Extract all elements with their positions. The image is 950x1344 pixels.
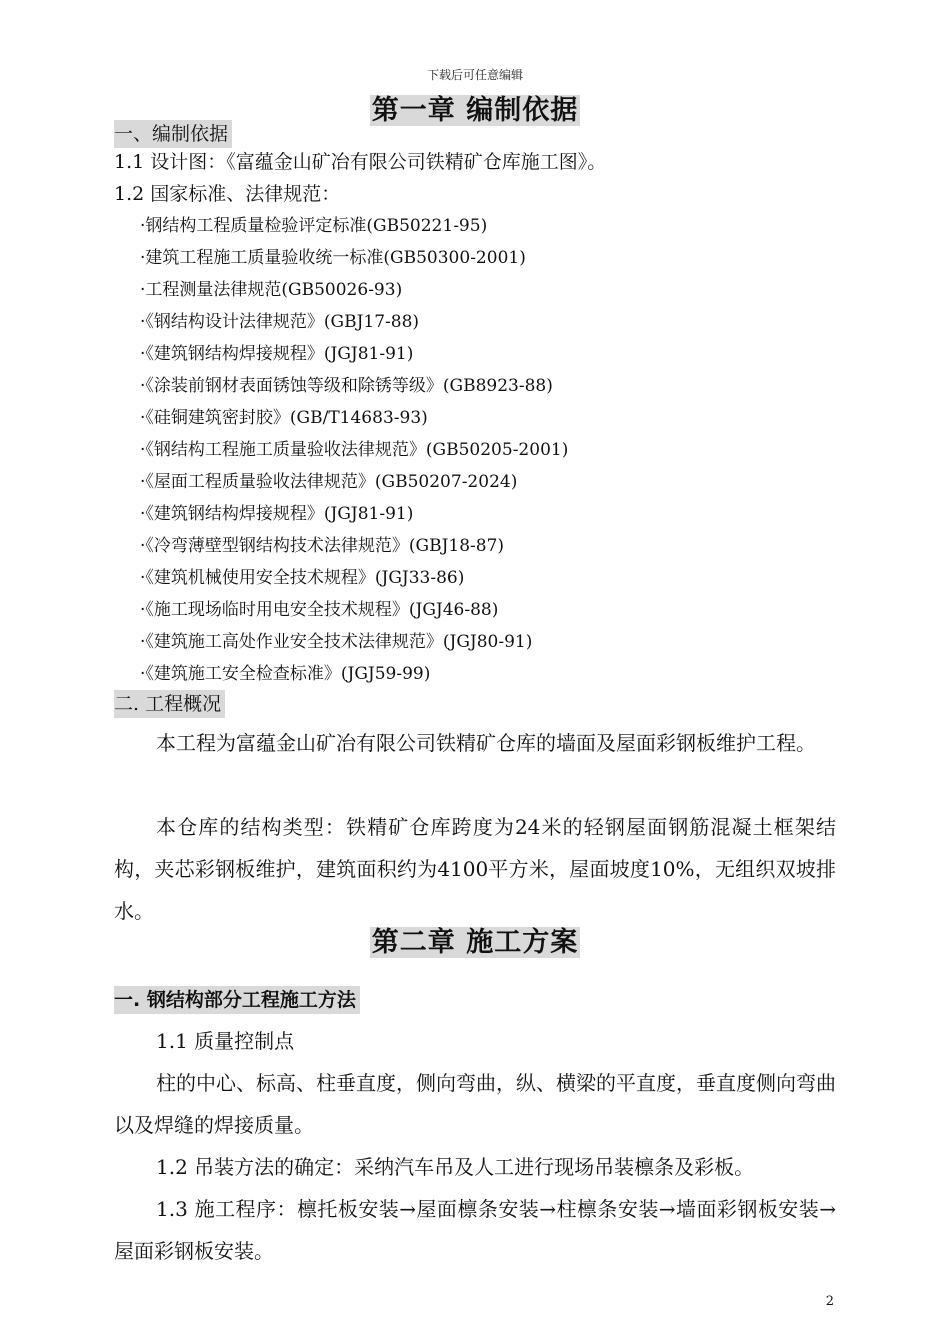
item-1-1: 1.1 设计图：《富蕴金山矿冶有限公司铁精矿仓库施工图》。 (114, 151, 607, 173)
quality-control-body: 柱的中心、标高、柱垂直度，侧向弯曲，纵、横梁的平直度，垂直度侧向弯曲以及焊缝的焊接质量。 (114, 1071, 836, 1137)
overview-paragraph-2: 本仓库的结构类型：铁精矿仓库跨度为24米的轻钢屋面钢筋混凝土框架结构，夹芯彩钢板维护，建筑面积约为4100平方米，屋面坡度10%，无组织双坡排水。 (114, 815, 836, 923)
reference-item: ·《硅铜建筑密封胶》(GB/T14683-93) (140, 408, 428, 428)
section-basis-heading: 一、编制依据 (114, 120, 232, 148)
reference-item: ·《钢结构工程施工质量验收法律规范》(GB50205-2001) (140, 440, 569, 460)
item-1-2: 1.2 国家标准、法律规范： (114, 183, 341, 205)
quality-control-heading: 1.1 质量控制点 (156, 1029, 295, 1053)
reference-item: ·《建筑钢结构焊接规程》(JGJ81-91) (140, 504, 414, 524)
chapter-2-title (0, 920, 950, 959)
overview-paragraph-1: 本工程为富蕴金山矿冶有限公司铁精矿仓库的墙面及屋面彩钢板维护工程。 (156, 731, 816, 755)
reference-item: ·《建筑施工高处作业安全技术法律规范》(JGJ80-91) (140, 632, 533, 652)
reference-item: ·《钢结构设计法律规范》(GBJ17-88) (140, 312, 420, 332)
reference-item: ·《建筑机械使用安全技术规程》(JGJ33-86) (140, 568, 465, 588)
reference-item: ·工程测量法律规范(GB50026-93) (140, 280, 403, 300)
section-overview-heading: 二. 工程概况 (114, 690, 225, 718)
reference-item: ·建筑工程施工质量验收统一标准(GB50300-2001) (140, 248, 526, 268)
construction-sequence-paragraph: 1.3 施工程序：檩托板安装→屋面檩条安装→柱檩条安装→墙面彩钢板安装→屋面彩钢板安装。 (114, 1197, 836, 1263)
chapter-1-text: 第一章 编制依据 (371, 95, 579, 126)
page-header: 下载后可任意编辑 (426, 68, 523, 82)
reference-item: ·《屋面工程质量验收法律规范》(GB50207-2024) (140, 472, 518, 492)
reference-item: ·《施工现场临时用电安全技术规程》(JGJ46-88) (140, 600, 499, 620)
page-number: 2 (825, 1294, 834, 1309)
lifting-method-paragraph: 1.2 吊装方法的确定：采纳汽车吊及人工进行现场吊装檩条及彩板。 (156, 1155, 755, 1179)
reference-item: ·钢结构工程质量检验评定标准(GB50221-95) (140, 216, 488, 236)
section-steel-method-heading: 一. 钢结构部分工程施工方法 (114, 986, 360, 1014)
reference-item: ·《冷弯薄壁型钢结构技术法律规范》(GBJ18-87) (140, 536, 505, 556)
reference-item: ·《建筑施工安全检查标准》(JGJ59-99) (140, 664, 431, 684)
reference-item: ·《建筑钢结构焊接规程》(JGJ81-91) (140, 344, 414, 364)
chapter-2-text: 第二章 施工方案 (371, 927, 579, 958)
reference-item: ·《涂装前钢材表面锈蚀等级和除锈等级》(GB8923-88) (140, 376, 553, 396)
